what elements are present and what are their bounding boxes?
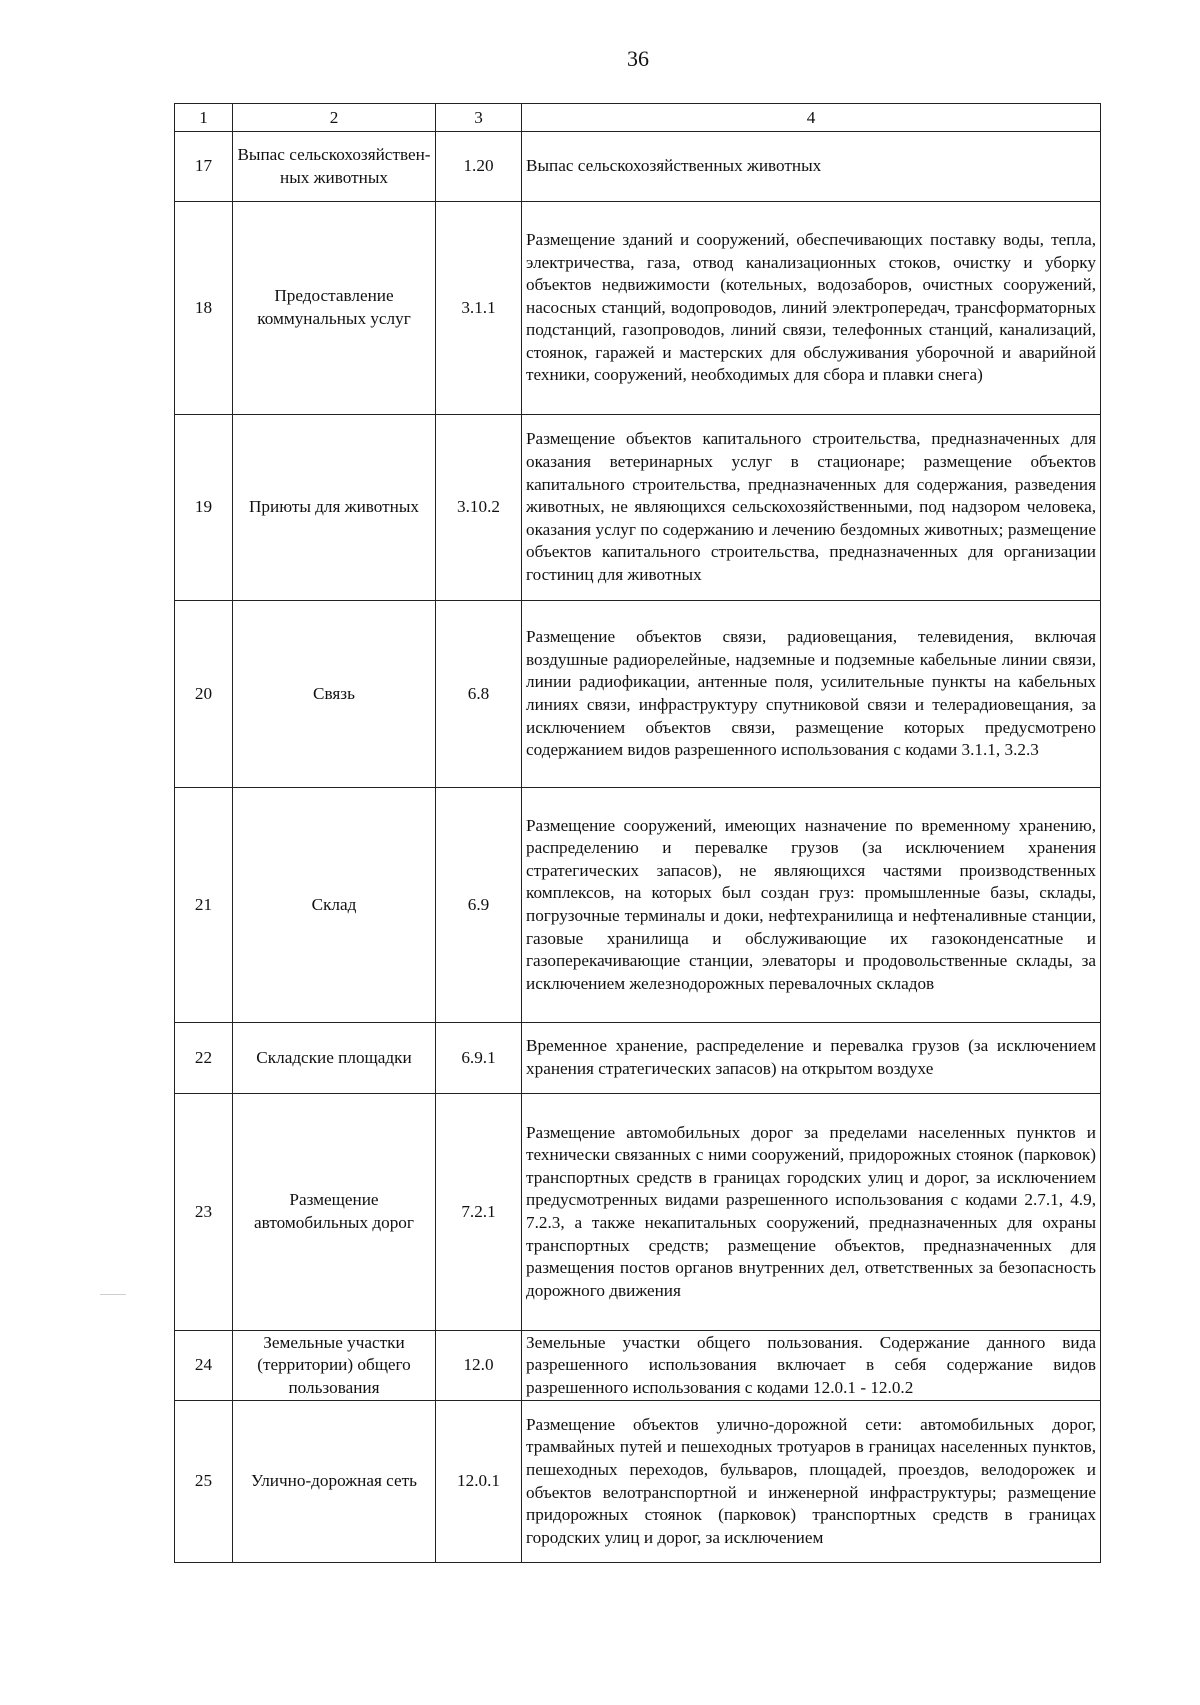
- land-use-code: 6.8: [436, 601, 522, 788]
- scan-mark: [100, 1294, 126, 1295]
- table-row: [175, 132, 1101, 202]
- land-use-name: Выпас сельскохозяйствен-ных животных: [233, 132, 436, 202]
- land-use-description: Размещение зданий и сооружений, обеспечивающих поставку воды, тепла, электричества, газа, отвод канализационных стоков, очистку и уборку объектов недвижимости (котельных, водозаборов, очистных сооружений, насосных станций, водопроводов, линий электропередач, трансформаторных подстанций, газопроводов, линий связи, телефонных станций, канализаций, стоянок, гаражей и мастерских для обслуживания уборочной и аварийной техники, сооружений, необходимых для сбора и плавки снега): [522, 202, 1101, 415]
- land-use-name: Улично-дорожная сеть: [233, 1401, 436, 1563]
- column-number-1: 1: [175, 104, 233, 132]
- land-use-name: Складские площадки: [233, 1023, 436, 1094]
- land-use-description: Размещение объектов капитального строительства, предназначенных для оказания ветеринарных услуг в стационаре; размещение объектов капитального строительства, предназначенных для содержания, разведения животных, не являющихся сельскохозяйственными, под надзором человека, оказания услуг по содержанию и лечению бездомных животных; размещение объектов капитального строительства, предназначенных для организации гостиниц для животных: [522, 415, 1101, 601]
- table-row: [175, 415, 1101, 601]
- land-use-code: 3.10.2: [436, 415, 522, 601]
- row-number: 24: [175, 1331, 233, 1401]
- land-use-description: Размещение объектов улично-дорожной сети: автомобильных дорог, трамвайных путей и пешеходных тротуаров в границах населенных пунктов, пешеходных переходов, бульваров, площадей, проездов, велодорожек и объектов велотранспортной и инженерной инфраструктуры; размещение придорожных стоянок (парковок) транспортных средств в границах городских улиц и дорог, за исключением: [522, 1401, 1101, 1563]
- column-number-3: 3: [436, 104, 522, 132]
- page-number: 36: [627, 46, 649, 71]
- table-row: [175, 202, 1101, 415]
- land-use-code: 6.9.1: [436, 1023, 522, 1094]
- column-number-2: 2: [233, 104, 436, 132]
- row-number: 17: [175, 132, 233, 202]
- table-row: [175, 788, 1101, 1023]
- column-number-4: 4: [522, 104, 1101, 132]
- table-row: [175, 601, 1101, 788]
- land-use-code: 6.9: [436, 788, 522, 1023]
- land-use-description: Выпас сельскохозяйственных животных: [522, 132, 1101, 202]
- land-use-name: Предоставление коммунальных услуг: [233, 202, 436, 415]
- table-row: [175, 1331, 1101, 1401]
- land-use-name: Размещение автомобильных дорог: [233, 1094, 436, 1331]
- row-number: 18: [175, 202, 233, 415]
- land-use-description: Временное хранение, распределение и перевалка грузов (за исключением хранения стратегических запасов) на открытом воздухе: [522, 1023, 1101, 1094]
- row-number: 22: [175, 1023, 233, 1094]
- land-use-name: Связь: [233, 601, 436, 788]
- land-use-name: Склад: [233, 788, 436, 1023]
- land-use-name: Земельные участки (территории) общего пользования: [233, 1331, 436, 1401]
- table-row: [175, 1401, 1101, 1563]
- land-use-description: Размещение объектов связи, радиовещания, телевидения, включая воздушные радиорелейные, надземные и подземные кабельные линии связи, линии радиофикации, антенные поля, усилительные пункты на кабельных линиях связи, инфраструктуру спутниковой связи и телерадиовещания, за исключением объектов связи, размещение которых предусмотрено содержанием видов разрешенного использования с кодами 3.1.1, 3.2.3: [522, 601, 1101, 788]
- land-use-name: Приюты для животных: [233, 415, 436, 601]
- land-use-description: Земельные участки общего пользования. Содержание данного вида разрешенного использования включает в себя содержание видов разрешенного использования с кодами 12.0.1 - 12.0.2: [522, 1331, 1101, 1401]
- row-number: 19: [175, 415, 233, 601]
- land-use-code: 1.20: [436, 132, 522, 202]
- land-use-code: 12.0.1: [436, 1401, 522, 1563]
- land-use-code: 7.2.1: [436, 1094, 522, 1331]
- table-header-row: [175, 104, 1101, 132]
- land-use-description: Размещение автомобильных дорог за пределами населенных пунктов и технически связанных с ними сооружений, придорожных стоянок (парковок) транспортных средств в границах городских улиц и дорог, за исключением предусмотренных видами разрешенного использования с кодами 2.7.1, 4.9, 7.2.3, а также некапитальных сооружений, предназначенных для охраны транспортных средств; размещение объектов, предназначенных для размещения постов органов внутренних дел, ответственных за безопасность дорожного движения: [522, 1094, 1101, 1331]
- row-number: 25: [175, 1401, 233, 1563]
- land-use-description: Размещение сооружений, имеющих назначение по временному хранению, распределению и перевалке грузов (за исключением хранения стратегических запасов), не являющихся частями производственных комплексов, на которых был создан груз: промышленные базы, склады, погрузочные терминалы и доки, нефтехранилища и нефтеналивные станции, газовые хранилища и обслуживающие их газоконденсатные и газоперекачивающие станции, элеваторы и продовольственные склады, за исключением железнодорожных перевалочных складов: [522, 788, 1101, 1023]
- land-use-code: 3.1.1: [436, 202, 522, 415]
- row-number: 23: [175, 1094, 233, 1331]
- land-use-table: [174, 103, 1101, 1563]
- land-use-code: 12.0: [436, 1331, 522, 1401]
- table-row: [175, 1023, 1101, 1094]
- row-number: 20: [175, 601, 233, 788]
- row-number: 21: [175, 788, 233, 1023]
- table-row: [175, 1094, 1101, 1331]
